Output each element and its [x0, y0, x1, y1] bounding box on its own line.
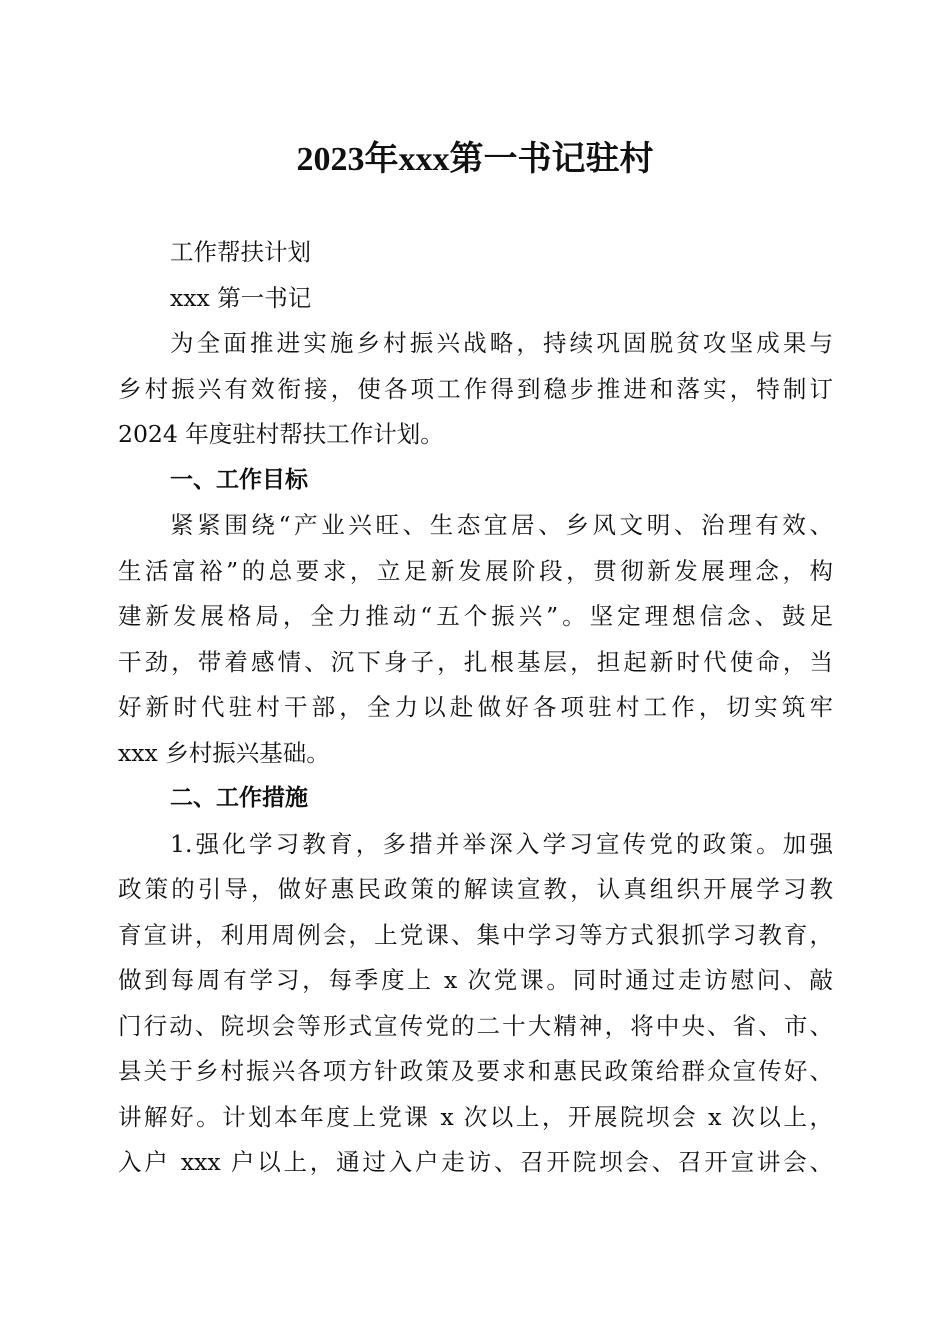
paragraph-line: 县关于乡村振兴各项方针政策及要求和惠民政策给群众宣传好、	[118, 1057, 833, 1085]
document-title: 2023年xxx第一书记驻村	[296, 141, 654, 178]
section-heading: 一、工作目标	[170, 466, 308, 493]
paragraph-line: 建新发展格局，全力推动“五个振兴”。坚定理想信念、鼓足	[118, 602, 833, 630]
paragraph-line: 紧紧围绕“产业兴旺、生态宜居、乡风文明、治理有效、	[170, 511, 833, 539]
paragraph-line: 生活富裕”的总要求，立足新发展阶段，贯彻新发展理念，构	[118, 556, 833, 585]
paragraph-line: 2024 年度驻村帮扶工作计划。	[118, 420, 444, 448]
paragraph-line: xxx 乡村振兴基础。	[118, 738, 330, 767]
paragraph-line: 好新时代驻村干部，全力以赴做好各项驻村工作，切实筑牢	[118, 693, 833, 721]
paragraph-line: 1.强化学习教育，多措并举深入学习宣传党的政策。加强	[170, 829, 833, 858]
paragraph-line: 讲解好。计划本年度上党课 x 次以上，开展院坝会 x 次以上，	[118, 1102, 833, 1131]
paragraph-line: 做到每周有学习，每季度上 x 次党课。同时通过走访慰问、敲	[118, 966, 833, 994]
subtitle-line: 工作帮扶计划	[170, 238, 311, 266]
document-body	[118, 230, 833, 1186]
author-line: xxx 第一书记	[170, 283, 312, 312]
section-heading: 二、工作措施	[170, 785, 308, 811]
paragraph-line: 育宣讲，利用周例会，上党课、集中学习等方式狠抓学习教育，	[118, 920, 833, 949]
paragraph-line: 干劲，带着感情、沉下身子，扎根基层，担起新时代使命，当	[118, 647, 833, 676]
paragraph-line: 乡村振兴有效衔接，使各项工作得到稳步推进和落实，特制订	[118, 374, 833, 403]
paragraph-line: 入户 xxx 户以上，通过入户走访、召开院坝会、召开宣讲会、	[118, 1148, 833, 1176]
paragraph-line: 门行动、院坝会等形式宣传党的二十大精神，将中央、省、市、	[118, 1011, 833, 1040]
paragraph-line: 政策的引导，做好惠民政策的解读宣教，认真组织开展学习教	[118, 875, 833, 903]
paragraph-line: 为全面推进实施乡村振兴战略，持续巩固脱贫攻坚成果与	[170, 329, 833, 357]
